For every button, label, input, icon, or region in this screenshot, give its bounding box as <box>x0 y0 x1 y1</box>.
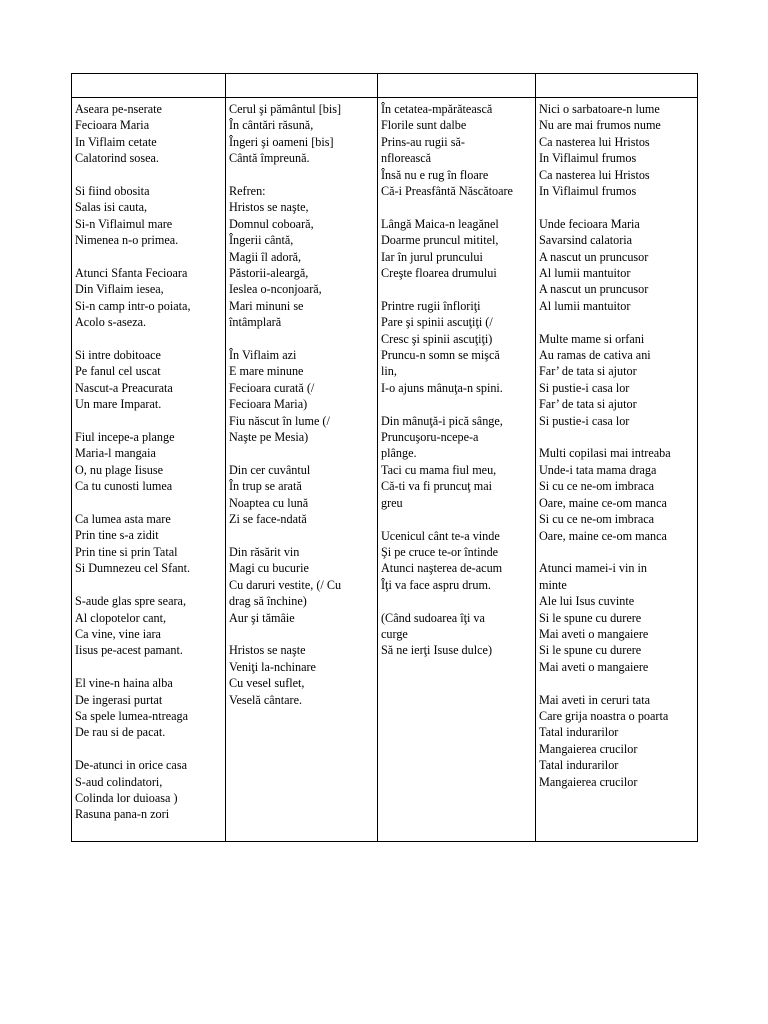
lyric-line: Din cer cuvântul <box>229 462 311 477</box>
lyric-line: Aur şi tămâie <box>229 610 295 625</box>
lyric-line: Pe fanul cel uscat <box>75 364 161 379</box>
lyric-line: Si-n Viflaimul mare <box>75 216 173 231</box>
lyric-line: În cântări răsună, <box>229 118 314 133</box>
lyric-line: Veselă cântare. <box>229 692 303 707</box>
lyric-line: De rau si de pacat. <box>75 725 166 740</box>
lyric-line: Îţi va face aspru drum. <box>381 577 491 592</box>
lyric-line: Mai aveti o mangaiere <box>539 659 649 674</box>
lyric-line: Mangaierea crucilor <box>539 741 638 756</box>
lyric-line: Si cu ce ne-om imbraca <box>539 479 655 494</box>
lyric-line: Refren: <box>229 184 266 199</box>
lyric-line: Oare, maine ce-om manca <box>539 528 667 543</box>
lyric-line: Si-n camp intr-o poiata, <box>75 298 191 313</box>
lyric-line: Rasuna pana-n zori <box>75 807 170 822</box>
lyric-line: Ale lui Isus cuvinte <box>539 594 635 609</box>
lyric-line: Atunci Sfanta Fecioara <box>75 266 188 281</box>
lyric-line: Din Viflaim iesea, <box>75 282 164 297</box>
lyric-line: De ingerasi purtat <box>75 692 163 707</box>
header-cell-4 <box>536 74 698 98</box>
stanza-break <box>229 167 374 183</box>
lyric-line: Iar în jurul pruncului <box>381 249 483 264</box>
lyric-line: Acolo s-aseza. <box>75 315 147 330</box>
lyric-line: Al lumii mantuitor <box>539 298 631 313</box>
lyric-line: Savarsind calatoria <box>539 233 633 248</box>
stanza-break <box>75 249 222 265</box>
lyric-line: greu <box>381 495 403 510</box>
lyric-line: E mare minune <box>229 364 304 379</box>
lyric-line: În cetatea-mpărătească <box>381 102 493 116</box>
lyric-line: Îngerii cântă, <box>229 233 294 248</box>
stanza-break <box>539 675 694 691</box>
lyric-line: Unde fecioara Maria <box>539 216 640 231</box>
lyric-line: Si fiind obosita <box>75 184 150 199</box>
lyric-line: Un mare Imparat. <box>75 397 162 412</box>
lyric-line: Ca lumea asta mare <box>75 512 171 527</box>
lyric-line: Cu vesel suflet, <box>229 676 305 691</box>
stanza-break <box>539 314 694 330</box>
lyric-line: Maria-l mangaia <box>75 446 156 461</box>
lyric-line: Pare şi spinii ascuţiţi (/ <box>381 315 493 330</box>
lyric-line: Fecioara Maria) <box>229 397 308 412</box>
lyric-line: În trup se arată <box>229 479 302 494</box>
lyric-line: Lângă Maica-n leagănel <box>381 216 499 231</box>
lyric-line: Ca nasterea lui Hristos <box>539 134 650 149</box>
lyric-line: Sa spele lumea-ntreaga <box>75 708 189 723</box>
lyric-line: Si le spune cu durere <box>539 610 642 625</box>
stanza-break <box>229 626 374 642</box>
stanza-break <box>75 331 222 347</box>
lyric-line: Al clopotelor cant, <box>75 610 167 625</box>
lyric-line: Noaptea cu lună <box>229 495 309 510</box>
lyric-line: Si pustie-i casa lor <box>539 380 630 395</box>
lyric-line: Şi pe cruce te-or întinde <box>381 544 499 559</box>
lyric-line: S-aude glas spre seara, <box>75 594 186 609</box>
lyric-line: Nici o sarbatoare-n lume <box>539 102 660 116</box>
lyric-line: Aseara pe-nserate <box>75 102 162 116</box>
lyric-line: Atunci naşterea de-acum <box>381 561 503 576</box>
lyric-line: Prins-au rugii să- <box>381 134 465 149</box>
lyric-line: Magi cu bucurie <box>229 561 309 576</box>
lyrics-column-4 <box>536 98 697 841</box>
lyric-line: Să ne ierţi Isuse dulce) <box>381 643 493 658</box>
lyric-line: El vine-n haina alba <box>75 676 173 691</box>
lyric-line: In Viflaimul frumos <box>539 151 637 166</box>
lyric-line: S-aud colindatori, <box>75 774 163 789</box>
lyric-line: Atunci mamei-i vin in <box>539 561 647 576</box>
lyric-line: Nu are mai frumos nume <box>539 118 661 133</box>
lyric-line: Si intre dobitoace <box>75 348 161 363</box>
lyric-line: Printre rugii înfloriţi <box>381 298 481 313</box>
stanza-break <box>381 199 532 215</box>
lyric-line: A nascut un pruncusor <box>539 249 649 264</box>
lyric-line: Prin tine si prin Tatal <box>75 544 178 559</box>
lyrics-column-1 <box>72 98 225 841</box>
lyric-line: Ca nasterea lui Hristos <box>539 167 650 182</box>
lyric-line: Nimenea n-o primea. <box>75 233 179 248</box>
lyric-line: Nascut-a Preacurata <box>75 380 173 395</box>
lyric-line: Tatal indurarilor <box>539 725 619 740</box>
lyric-line: Însă nu e rug în floare <box>381 167 489 182</box>
lyric-line: Fiul incepe-a plange <box>75 430 175 445</box>
lyric-line: lin, <box>381 364 397 379</box>
lyric-line: Fiu născut în lume (/ <box>229 413 330 428</box>
lyric-line: Al lumii mantuitor <box>539 266 631 281</box>
lyric-line: Hristos se naşte, <box>229 200 309 215</box>
stanza-break <box>229 528 374 544</box>
stanza-break <box>229 331 374 347</box>
stanza-break <box>75 659 222 675</box>
stanza-break <box>539 199 694 215</box>
lyric-line: Mari minuni se <box>229 298 304 313</box>
lyric-line: Că-i Preasfântă Născătoare <box>381 184 513 199</box>
lyric-line: Naşte pe Mesia) <box>229 430 309 445</box>
lyric-line: Care grija noastra o poarta <box>539 708 669 723</box>
lyric-line: (Când sudoarea îţi va <box>381 610 485 625</box>
lyric-line: Oare, maine ce-om manca <box>539 495 667 510</box>
lyric-line: nflorească <box>381 151 432 166</box>
lyric-line: curge <box>381 626 408 641</box>
lyric-line: Far’ de tata si ajutor <box>539 397 637 412</box>
lyric-line: Si le spune cu durere <box>539 643 642 658</box>
lyrics-column-2 <box>226 98 377 841</box>
lyric-line: Veniţi la-nchinare <box>229 659 316 674</box>
lyric-line: Fecioara Maria <box>75 118 150 133</box>
lyric-line: In Viflaimul frumos <box>539 184 637 199</box>
lyric-line: Calatorind sosea. <box>75 151 159 166</box>
lyric-line: Fecioara curată (/ <box>229 380 315 395</box>
lyric-line: Îngeri şi oameni [bis] <box>229 134 334 149</box>
header-cell-1 <box>72 74 226 98</box>
lyric-line: Mangaierea crucilor <box>539 774 638 789</box>
stanza-break <box>539 544 694 560</box>
carols-table <box>71 73 698 842</box>
lyric-line: In Viflaim cetate <box>75 134 157 149</box>
lyric-line: Salas isi cauta, <box>75 200 148 215</box>
lyric-line: În Viflaim azi <box>229 348 297 363</box>
lyric-line: Mai aveti o mangaiere <box>539 626 649 641</box>
stanza-break <box>381 396 532 412</box>
lyric-line: Multe mame si orfani <box>539 331 645 346</box>
lyric-line: Zi se face-ndată <box>229 512 307 527</box>
lyric-line: Creşte floarea drumului <box>381 266 497 281</box>
lyric-line: întâmplară <box>229 315 282 330</box>
lyric-line: Hristos se naşte <box>229 643 306 658</box>
stanza-break <box>75 167 222 183</box>
lyric-line: O, nu plage Iisuse <box>75 462 164 477</box>
lyric-line: minte <box>539 577 567 592</box>
lyric-line: drag să închine) <box>229 594 307 609</box>
lyric-line: Cu daruri vestite, (/ Cu <box>229 577 342 592</box>
stanza-break <box>229 446 374 462</box>
lyric-line: Cerul şi pământul [bis] <box>229 102 342 116</box>
stanza-break <box>75 413 222 429</box>
lyric-line: Multi copilasi mai intreaba <box>539 446 671 461</box>
lyric-line: A nascut un pruncusor <box>539 282 649 297</box>
stanza-break <box>381 511 532 527</box>
lyric-line: Si Dumnezeu cel Sfant. <box>75 561 191 576</box>
lyric-line: Si cu ce ne-om imbraca <box>539 512 655 527</box>
stanza-break <box>75 577 222 593</box>
lyric-line: Din mânuţă-i pică sânge, <box>381 413 503 428</box>
header-cell-2 <box>226 74 378 98</box>
lyric-line: Ca tu cunosti lumea <box>75 479 173 494</box>
lyric-line: Pruncuşoru-ncepe-a <box>381 430 479 445</box>
stanza-break <box>75 741 222 757</box>
lyric-line: De-atunci in orice casa <box>75 758 187 773</box>
lyric-line: Cresc şi spinii ascuţiţi) <box>381 331 493 346</box>
lyric-line: Si pustie-i casa lor <box>539 413 630 428</box>
lyric-line: I-o ajuns mânuţa-n spini. <box>381 380 503 395</box>
lyric-line: Colinda lor duioasa ) <box>75 790 178 805</box>
lyric-line: Din răsărit vin <box>229 544 300 559</box>
lyric-line: Ca vine, vine iara <box>75 626 161 641</box>
lyric-line: Magii îl adoră, <box>229 249 302 264</box>
lyric-line: Pruncu-n somn se mişcă <box>381 348 500 363</box>
lyrics-column-3 <box>378 98 535 841</box>
lyric-line: Mai aveti in ceruri tata <box>539 692 650 707</box>
lyric-line: Ucenicul cânt te-a vinde <box>381 528 500 543</box>
lyric-line: Unde-i tata mama draga <box>539 462 657 477</box>
lyric-line: Iisus pe-acest pamant. <box>75 643 183 658</box>
stanza-break <box>381 281 532 297</box>
stanza-break <box>539 429 694 445</box>
lyric-line: Cântă împreună. <box>229 151 310 166</box>
table-body-row <box>72 98 698 842</box>
lyric-line: Florile sunt dalbe <box>381 118 467 133</box>
stanza-break <box>381 593 532 609</box>
lyric-line: plânge. <box>381 446 417 461</box>
lyric-line: Domnul coboară, <box>229 216 314 231</box>
lyric-line: Că-ti va fi pruncuţ mai <box>381 479 493 494</box>
lyric-line: Prin tine s-a zidit <box>75 528 159 543</box>
lyric-line: Taci cu mama fiul meu, <box>381 462 497 477</box>
lyric-line: Păstorii-aleargă, <box>229 266 309 281</box>
lyric-line: Tatal indurarilor <box>539 758 619 773</box>
lyric-line: Far’ de tata si ajutor <box>539 364 637 379</box>
lyric-line: Ieslea o-nconjoară, <box>229 282 322 297</box>
table-header-row <box>72 74 698 98</box>
stanza-break <box>75 495 222 511</box>
header-cell-3 <box>378 74 536 98</box>
lyric-line: Doarme pruncul mititel, <box>381 233 499 248</box>
lyric-line: Au ramas de cativa ani <box>539 348 651 363</box>
